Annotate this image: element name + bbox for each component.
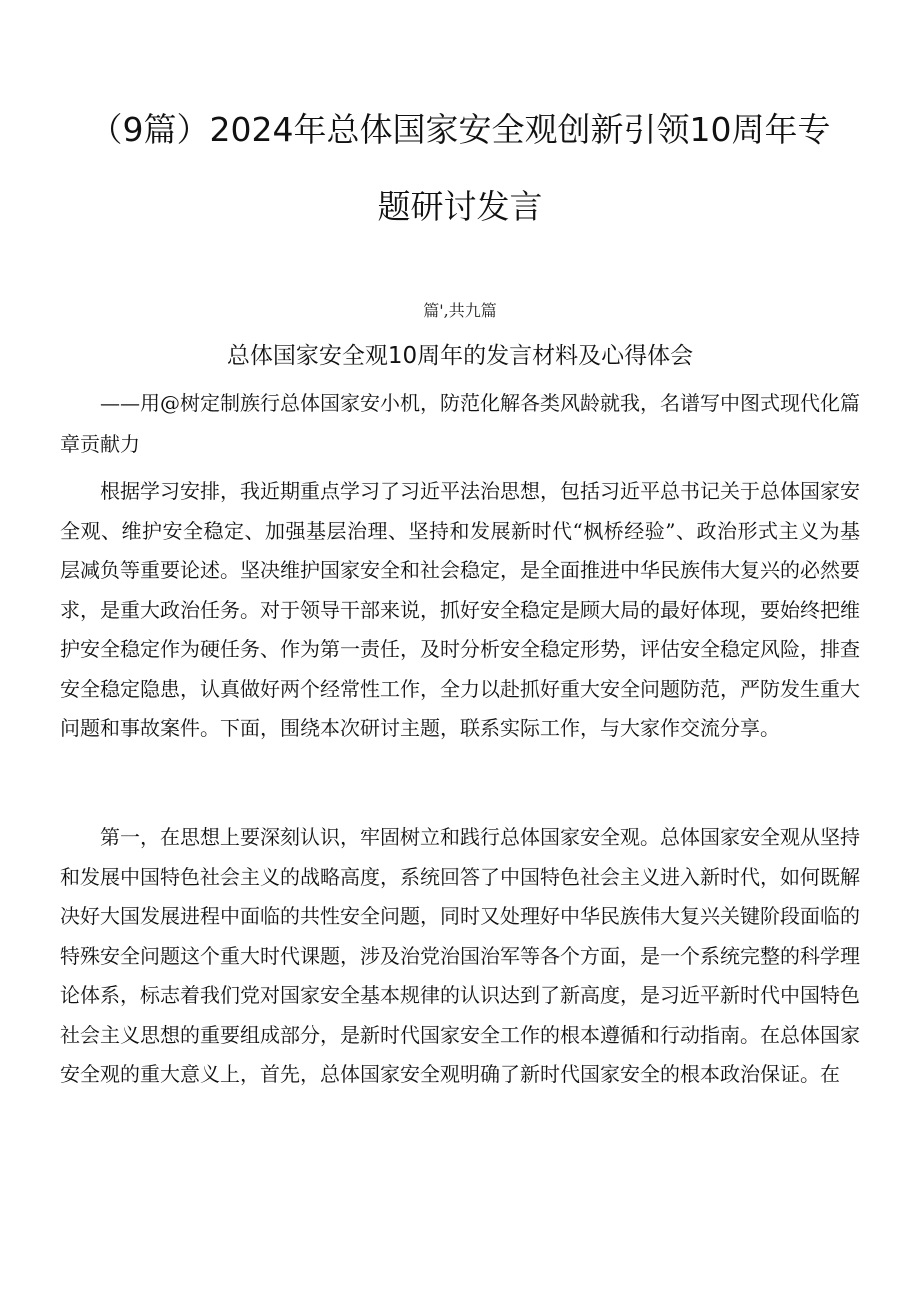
section-title: 总体国家安全观10周年的发言材料及心得体会 — [226, 343, 694, 369]
section-label: 篇',共九篇 — [423, 301, 497, 320]
body-paragraph: 第一，在思想上要深刻认识，牢固树立和践行总体国家安全观。总体国家安全观从坚持和发展中国特色社会主义的战略高度，系统回答了中国特色社会主义进入新时代，如何既解决好大国发展进程中面临的共性安全问题，同时又处理好中华民族伟大复兴关键阶段面临的特殊安全问题这个重大时代课题，涉及治党治国治军等各个方面，是一个系统完整的科学理论体系，标志着我们党对国家安全基本规律的认识达到了新高度，是习近平新时代中国特色社会主义思想的重要组成部分，是新时代国家安全工作的根本遵循和行动指南。在总体国家安全观的重大意义上，首先，总体国家安全观明确了新时代国家安全的根本政治保证。在 — [60, 825, 860, 1086]
document-title-line-2: 题研讨发言 — [377, 187, 543, 226]
body-paragraph: 根据学习安排，我近期重点学习了习近平法治思想，包括习近平总书记关于总体国家安全观、维护安全稳定、加强基层治理、坚持和发展新时代“枫桥经验”、政治形式主义为基层减负等重要论述。坚决维护国家安全和社会稳定，是全面推进中华民族伟大复兴的必然要求，是重大政治任务。对于领导干部来说，抓好安全稳定是顾大局的最好体现，要始终把维护安全稳定作为硬任务、作为第一责任，及时分析安全稳定形势，评估安全稳定风险，排查安全稳定隐患，认真做好两个经常性工作，全力以赴抓好重大安全问题防范，严防发生重大问题和事故案件。下面，围绕本次研讨主题，联系实际工作，与大家作交流分享。 — [60, 479, 860, 740]
section-subtitle: ——用@树定制族行总体国家安小机，防范化解各类风龄就我，名谱写中图式现代化篇章贡献力 — [60, 391, 860, 456]
document-title-line-1: （9篇）2024年总体国家安全观创新引领10周年专 — [89, 110, 831, 149]
